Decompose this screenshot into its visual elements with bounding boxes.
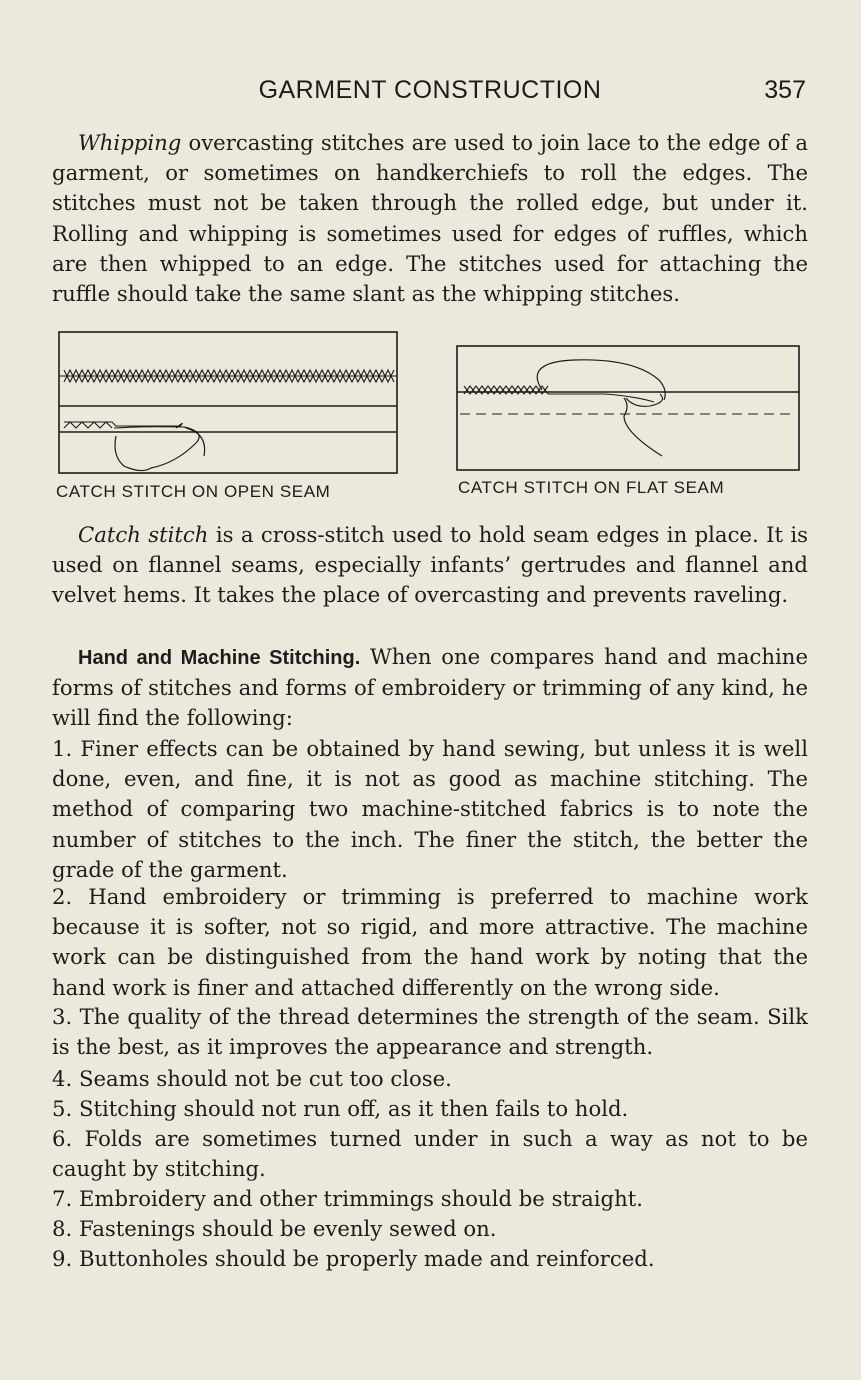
open-seam-thread-lower	[114, 427, 184, 428]
hand-machine-text: When one compares hand and machine forms of stitches and forms of embroidery or trimming of any kind, he will find the following:	[52, 644, 808, 731]
hand-machine-heading: Hand and Machine Stitching.	[78, 647, 361, 669]
open-seam-figure	[56, 328, 402, 476]
hand-machine-paragraph	[52, 642, 808, 734]
list-item: 7. Embroidery and other trimmings should be straight.	[52, 1186, 643, 1211]
catch-stitch-term: Catch stitch	[78, 522, 209, 547]
list-item: 6. Folds are sometimes turned under in such a way as not to be caught by stitching.	[52, 1126, 808, 1182]
open-seam-working-stitches	[64, 422, 112, 428]
flat-seam-thread	[548, 394, 654, 402]
flat-seam-caption: CATCH STITCH ON FLAT SEAM	[458, 478, 725, 497]
catch-stitch-paragraph	[52, 520, 808, 611]
list-item: 5. Stitching should not run off, as it then fails to hold.	[52, 1096, 629, 1121]
open-seam-fabric-outline	[59, 332, 397, 473]
whipping-term: Whipping	[78, 130, 182, 155]
flat-seam-figure	[454, 342, 802, 476]
list-item: 2. Hand embroidery or trimming is preferred to machine work because it is softer, not so rigid, and more attractive. The machine work can be distinguished from the hand work by noting that the hand work is finer and attached differently on the wrong side.	[52, 884, 808, 1000]
catch-stitch-text: is a cross-stitch used to hold seam edges in place. It is used on flannel seams, especially infants’ gertrudes and flannel and velvet hems. It takes the place of overcasting and prevents raveling.	[52, 522, 808, 608]
page-number: 357	[764, 76, 806, 104]
list-item: 3. The quality of the thread determines the strength of the seam. Silk is the best, as it improves the appearance and strength.	[52, 1004, 808, 1060]
whipping-text: overcasting stitches are used to join lace to the edge of a garment, or sometimes on handkerchiefs to roll the edges. The stitches must not be taken through the rolled edge, but under it. Rolling and whipping is sometimes used for edges of ruffles, which are then whipped to an edge. The stitches used for attaching the ruffle should take the same slant as the whipping stitches.	[52, 130, 808, 307]
list-item: 1. Finer effects can be obtained by hand sewing, but unless it is well done, even, and fine, it is not as good as machine stitching. The method of comparing two machine-stitched fabrics is to note the number of stitches to the inch. The finer the stitch, the better the grade of the garment.	[52, 736, 808, 882]
open-seam-thread-loop	[115, 436, 151, 471]
list-item: 8. Fastenings should be evenly sewed on.	[52, 1216, 497, 1241]
whipping-paragraph	[52, 128, 808, 309]
open-seam-needle-loop	[151, 423, 205, 468]
list-item: 4. Seams should not be cut too close.	[52, 1066, 452, 1091]
running-header	[52, 76, 808, 110]
flat-seam-needle-eye	[626, 394, 662, 406]
running-title: GARMENT CONSTRUCTION	[258, 76, 602, 104]
list-item: 9. Buttonholes should be properly made and reinforced.	[52, 1246, 655, 1271]
open-seam-caption: CATCH STITCH ON OPEN SEAM	[56, 482, 331, 501]
